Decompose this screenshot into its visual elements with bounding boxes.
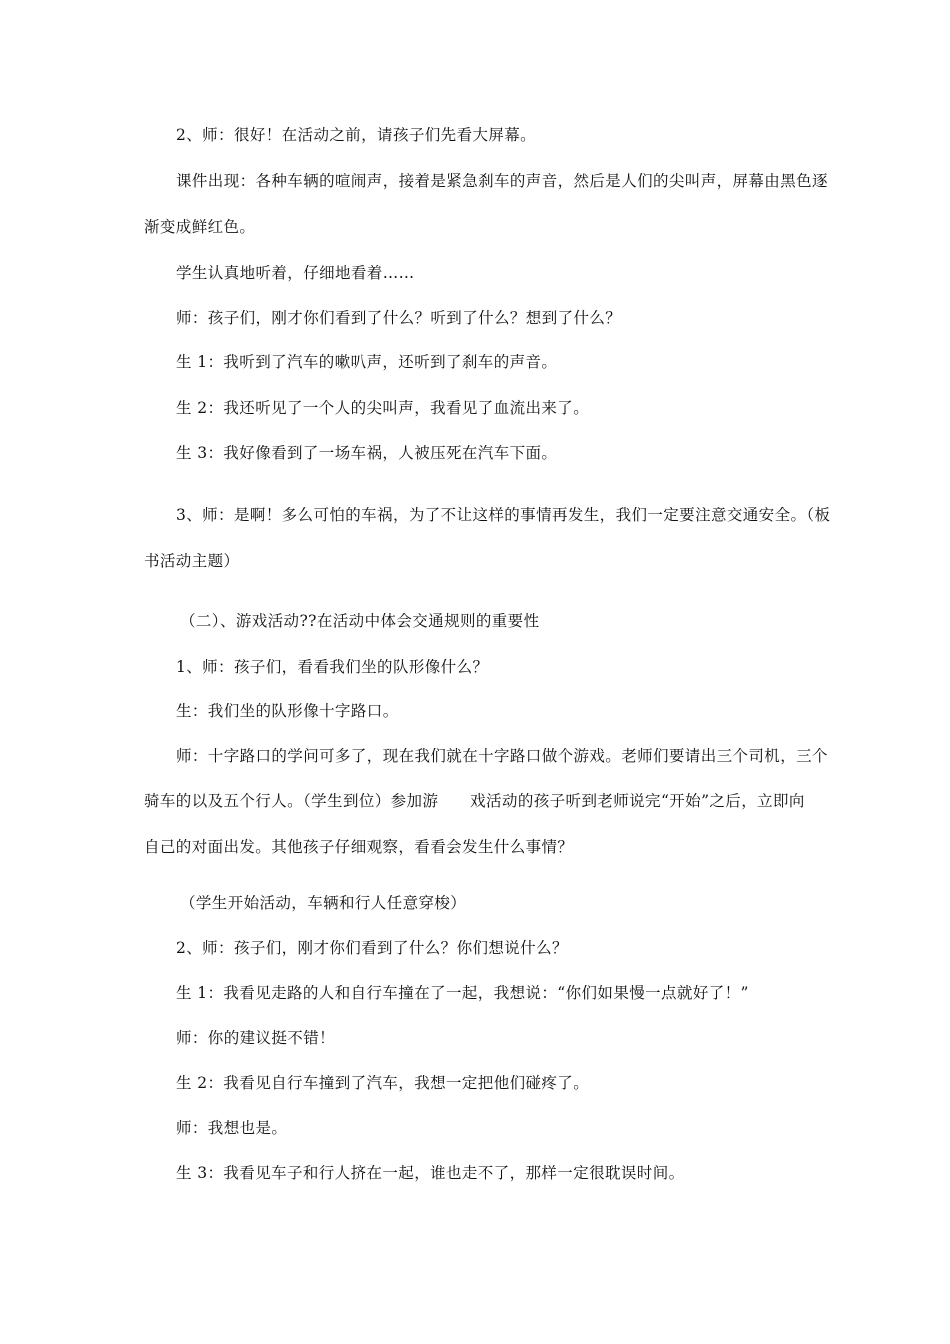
paragraph-student-crossroads: 生：我们坐的队形像十字路口。 (176, 702, 399, 720)
paragraph-teacher-accident-cont: 书活动主题） (144, 552, 240, 570)
paragraph-teacher-accident: 3、师：是啊！多么可怕的车祸，为了不让这样的事情再发生，我们一定要注意交通安全。（板 (176, 506, 831, 524)
paragraph-student-3-answer: 生 3：我看见车子和行人挤在一起，谁也走不了，那样一定很耽误时间。 (176, 1164, 685, 1182)
paragraph-student-1: 生 1：我听到了汽车的嗽叭声，还听到了刹车的声音。 (176, 353, 558, 371)
paragraph-game-intro-end: 自己的对面出发。其他孩子仔细观察，看看会发生什么事情？ (144, 838, 574, 856)
paragraph-student-1-answer: 生 1：我看见走路的人和自行车撞在了一起，我想说：“你们如果慢一点就好了！” (176, 984, 749, 1002)
paragraph-teacher-what-seen: 2、师：孩子们，刚才你们看到了什么？你们想说什么？ (176, 939, 568, 957)
paragraph-game-intro: 师：十字路口的学问可多了，现在我们就在十字路口做个游戏。老师们要请出三个司机，三个 (176, 747, 828, 765)
paragraph-student-2-answer: 生 2：我看见自行车撞到了汽车，我想一定把他们碰疼了。 (176, 1074, 590, 1092)
paragraph-students-watch: 学生认真地听着，仔细地看着…… (176, 264, 415, 282)
paragraph-teacher-question: 师：孩子们，刚才你们看到了什么？听到了什么？想到了什么？ (176, 309, 622, 327)
paragraph-teacher-screen: 2、师：很好！在活动之前，请孩子们先看大屏幕。 (176, 126, 537, 144)
paragraph-student-2: 生 2：我还听见了一个人的尖叫声，我看见了血流出来了。 (176, 399, 590, 417)
paragraph-teacher-agree: 师：我想也是。 (176, 1119, 288, 1137)
paragraph-teacher-formation: 1、师：孩子们，看看我们坐的队形像什么？ (176, 658, 489, 676)
paragraph-student-3: 生 3：我好像看到了一场车祸，人被压死在汽车下面。 (176, 444, 558, 462)
paragraph-game-intro-cont: 骑车的以及五个行人。（学生到位）参加游 戏活动的孩子听到老师说完“开始”之后，立即向 (144, 792, 805, 810)
paragraph-teacher-praise: 师：你的建议挺不错！ (176, 1029, 336, 1047)
paragraph-courseware-cont: 渐变成鲜红色。 (144, 218, 256, 236)
paragraph-courseware: 课件出现：各种车辆的喧闹声，接着是紧急刹车的声音，然后是人们的尖叫声，屏幕由黑色逐 (176, 172, 828, 190)
paragraph-activity-note: （学生开始活动，车辆和行人任意穿梭） (180, 894, 467, 912)
section-heading-game: （二）、游戏活动??在活动中体会交通规则的重要性 (180, 612, 540, 630)
